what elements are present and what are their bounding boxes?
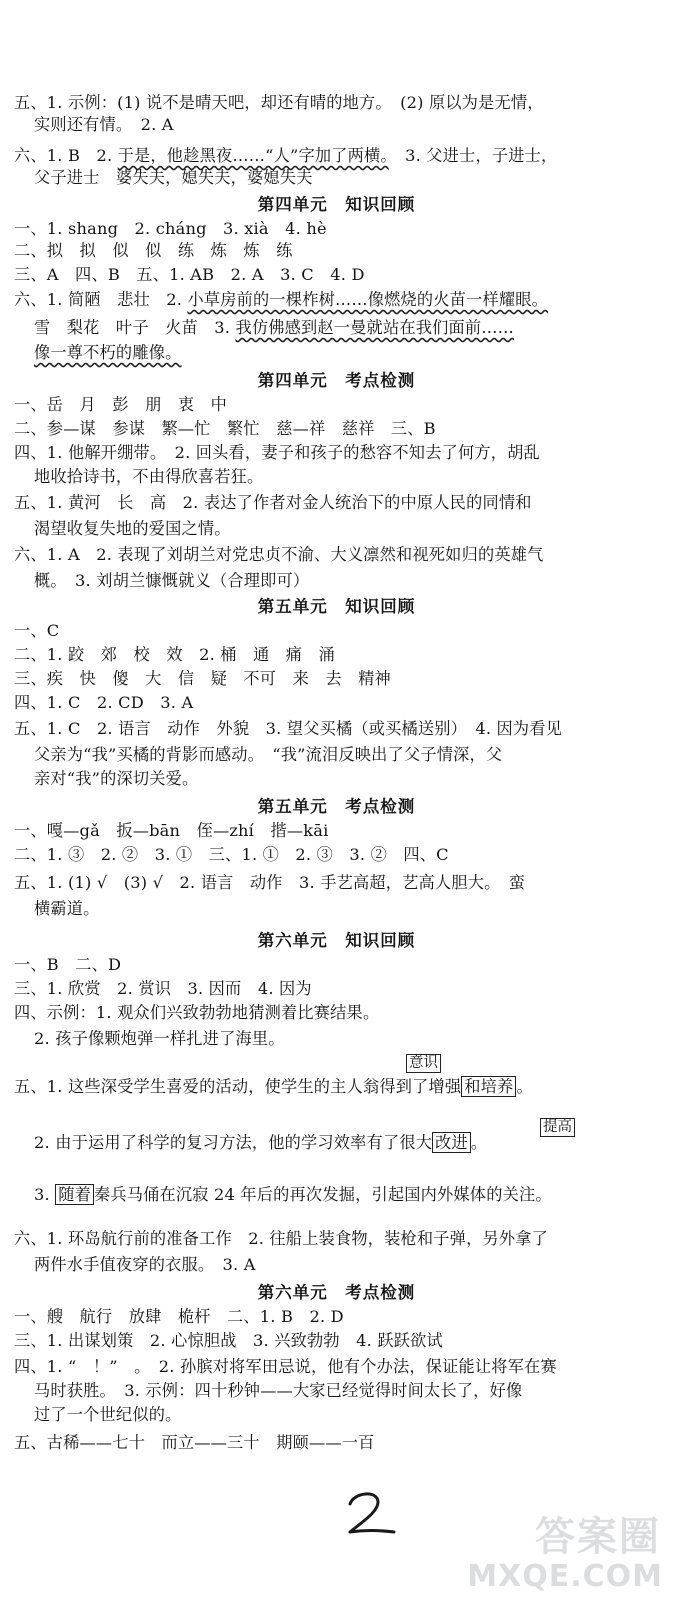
answer-text: 六、1. B 2.	[14, 146, 118, 165]
watermark-cn-text: 答案圈	[535, 1514, 661, 1560]
wavy-underlined-answer: 我仿佛感到赵一曼就站在我们面前……	[235, 318, 515, 337]
boxed-word: 改进	[432, 1132, 471, 1153]
answer-line: 一、艘 航行 放肆 桅杆 二、1. B 2. D	[14, 1307, 344, 1326]
answer-line: 实则还有情。 2. A	[34, 115, 174, 134]
answer-text: 五、1. 这些深受学生喜爱的活动，使学生的主人翁	[14, 1077, 380, 1096]
answer-line	[14, 1076, 665, 1098]
answer-line: 五、1. 示例：(1) 说不是晴天吧，却还有晴的地方。 (2) 原以为是无情，	[14, 93, 544, 112]
answer-line: 三、1. 欣赏 2. 赏识 3. 因而 4. 因为	[14, 979, 312, 998]
answer-line: 两件水手值夜穿的衣服。 3. A	[34, 1255, 256, 1274]
answer-text: 。	[470, 1133, 488, 1152]
answer-line: 一、C	[14, 621, 60, 640]
answer-line: 一、嘎—gǎ 扳—bān 侄—zhí 揩—kāi	[14, 821, 329, 840]
answer-line: 四、1. 他解开绷带。 2. 回头看，妻子和孩子的愁容不知去了何方，胡乱	[14, 443, 540, 462]
handwritten-page-number	[340, 1488, 400, 1538]
answer-line: 四、示例：1. 观众们兴致勃勃地猜测着比赛结果。	[14, 1003, 380, 1022]
answer-line	[34, 1184, 665, 1206]
answer-text: 得到了增强	[379, 1077, 462, 1096]
answer-line: 二、1. 跤 郊 校 效 2. 桶 通 痛 涌	[14, 645, 335, 664]
answer-line: 三、1. 出谋划策 2. 心惊胆战 3. 兴致勃勃 4. 跃跃欲试	[14, 1331, 443, 1350]
answer-line: 五、1. 黄河 长 高 2. 表达了作者对金人统治下的中原人民的同情和	[14, 493, 532, 512]
answer-text: 六、1. 简陋 悲壮 2.	[14, 290, 188, 309]
answer-line: 二、参—谋 参谋 繁—忙 繁忙 慈—祥 慈祥 三、B	[14, 419, 436, 438]
answer-text: 3. 父进士，子进士，	[388, 146, 558, 165]
watermark-url-text: MXQE.COM	[467, 1559, 663, 1594]
answer-line: 六、1. 环岛航行前的准备工作 2. 往船上装食物，装枪和子弹，另外拿了	[14, 1229, 549, 1248]
answer-line: 马时获胜。 3. 示例：四十秒钟——大家已经觉得时间太长了，好像	[34, 1381, 523, 1400]
answer-line: 过了一个世纪似的。	[34, 1405, 182, 1424]
section-heading: 第五单元 考点检测	[257, 797, 416, 816]
section-heading: 第四单元 考点检测	[257, 371, 416, 390]
answer-line: 地收拾诗书，不由得欣喜若狂。	[34, 467, 264, 486]
answer-line: 五、古稀——七十 而立——三十 期颐——一百	[14, 1433, 375, 1452]
answer-line: 二、拟 拟 似 似 练 炼 炼 练	[14, 241, 293, 260]
answer-text: 雪 梨花 叶子 火苗 3.	[34, 318, 236, 337]
answer-line: 概。 3. 刘胡兰慷慨就义（合理即可）	[34, 571, 310, 590]
section-heading: 第五单元 知识回顾	[257, 597, 416, 616]
answer-line: 一、岳 月 彭 朋 衷 中	[14, 395, 228, 414]
answer-line: 横霸道。	[34, 899, 100, 918]
answer-line: 2. 孩子像颗炮弹一样扎进了海里。	[34, 1029, 285, 1048]
answer-line: 五、1. (1) √ (3) √ 2. 语言 动作 3. 手艺高超，艺高人胆大。 蛮	[14, 873, 526, 892]
answer-line: 渴望收复失地的爱国之情。	[34, 519, 231, 538]
correction-insert-mark: 意识	[406, 1054, 441, 1073]
answer-line	[34, 317, 665, 339]
answer-text: 秦兵马俑在沉寂 24 年后的再次发掘，引起国内外媒体的关注。	[93, 1185, 552, 1204]
answer-line: 一、B 二、D	[14, 955, 122, 974]
answer-line: 五、1. C 2. 语言 动作 外貌 3. 望父买橘（或买橘送别） 4. 因为看见	[14, 719, 563, 738]
answer-text: 2. 由于运用了科学的复习方法，他的学习效率有了很大	[34, 1133, 433, 1152]
answer-line: 三、疾 快 傻 大 信 疑 不可 来 去 精神	[14, 669, 391, 688]
answer-line: 四、1. “ ！” 。 2. 孙膑对将军田忌说，他有个办法，保证能让将军在赛	[14, 1357, 557, 1376]
section-heading: 第四单元 知识回顾	[257, 195, 416, 214]
wavy-underlined-answer: 于是，他趁黑夜……“人”字加了两横。	[117, 146, 389, 165]
section-heading: 第六单元 考点检测	[257, 1283, 416, 1302]
answer-line	[34, 342, 665, 364]
answer-text: 3.	[34, 1185, 56, 1204]
answer-line: 亲对“我”的深切关爱。	[34, 769, 199, 788]
answer-line	[14, 145, 665, 167]
answer-line: 一、1. shang 2. cháng 3. xià 4. hè	[14, 219, 327, 238]
answer-line: 父子进士 婆失夫，媳失夫，婆媳失夫	[34, 168, 313, 187]
answer-line: 六、1. A 2. 表现了刘胡兰对党忠贞不渝、大义凛然和视死如归的英雄气	[14, 545, 544, 564]
wavy-underlined-answer: 小草房前的一棵柞树……像燃烧的火苗一样耀眼。	[187, 290, 549, 309]
answer-watermark-logo	[467, 1506, 669, 1596]
section-heading: 第六单元 知识回顾	[257, 931, 416, 950]
answer-line: 四、1. C 2. CD 3. A	[14, 693, 194, 712]
answer-line	[34, 1132, 665, 1154]
answer-line: 父亲为“我”买橘的背影而感动。 “我”流泪反映出了父子情深，父	[34, 745, 503, 764]
answer-line: 二、1. ③ 2. ② 3. ① 三、1. ① 2. ③ 3. ② 四、C	[14, 845, 449, 864]
boxed-word: 随着	[55, 1184, 94, 1205]
correction-insert-mark: 提高	[540, 1118, 575, 1137]
answer-text: 。	[516, 1077, 533, 1096]
wavy-underlined-answer: 像一尊不朽的雕像。	[34, 343, 182, 362]
answer-line: 三、A 四、B 五、1. AB 2. A 3. C 4. D	[14, 265, 365, 284]
answer-line	[14, 289, 665, 311]
boxed-word: 和培养	[461, 1076, 516, 1097]
